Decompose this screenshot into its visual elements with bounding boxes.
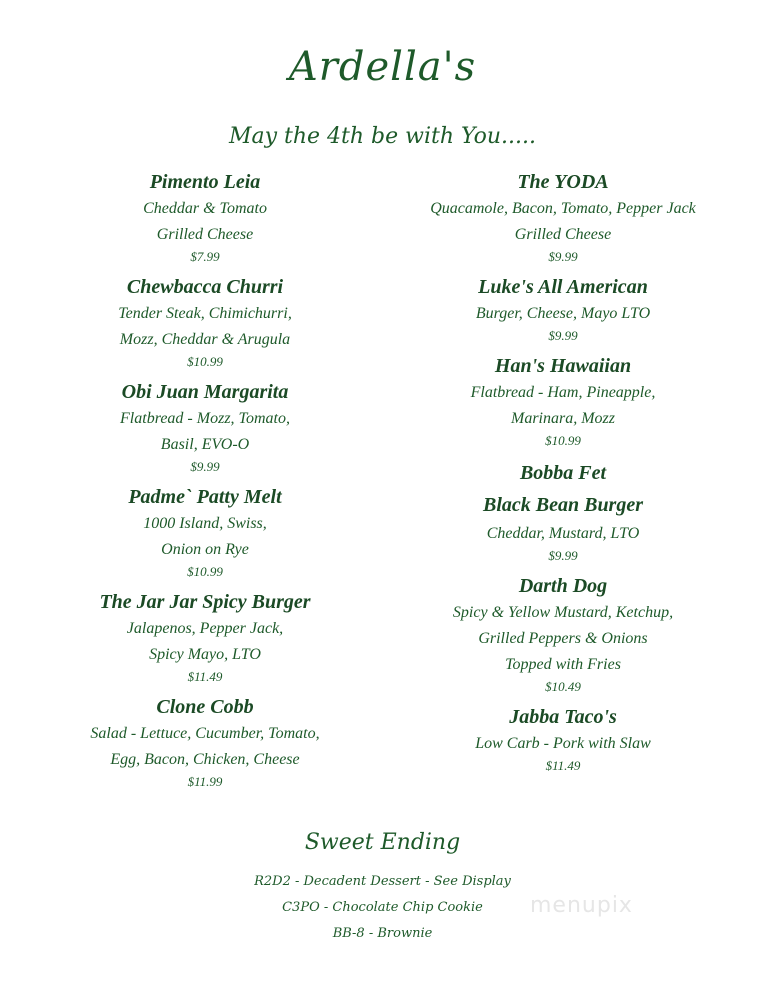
item-name: Chewbacca Churri [126, 276, 284, 298]
dessert-heading: Sweet Ending [304, 830, 461, 855]
item-name: Darth Dog [518, 575, 608, 597]
item-price: $11.49 [187, 669, 223, 684]
item-description: Cheddar, Mustard, LTO [486, 525, 640, 542]
menu-item [408, 273, 718, 345]
item-description: Marinara, Mozz [510, 410, 615, 427]
menu-item [50, 483, 360, 581]
menu-item [50, 273, 360, 371]
item-price: $9.99 [190, 459, 220, 474]
item-price: $9.99 [548, 548, 578, 563]
item-description: Low Carb - Pork with Slaw [475, 735, 651, 752]
menu-subtitle: May the 4th be with You..... [228, 124, 537, 149]
item-description: Jalapenos, Pepper Jack, [126, 620, 284, 637]
item-description: Spicy Mayo, LTO [149, 646, 261, 663]
dessert-line: R2D2 - Decadent Dessert - See Display [254, 874, 511, 889]
item-description: Grilled Cheese [156, 226, 254, 243]
menu-item [408, 703, 718, 775]
item-name: The Jar Jar Spicy Burger [99, 591, 311, 613]
item-name: Clone Cobb [156, 696, 254, 718]
restaurant-name: Ardella's [288, 44, 477, 90]
menu-item [50, 168, 360, 266]
right-menu-column [408, 168, 718, 782]
item-description: Basil, EVO-O [160, 436, 250, 453]
item-name: Padme` Patty Melt [128, 486, 282, 508]
item-price: $9.99 [548, 249, 578, 264]
item-description: Grilled Cheese [514, 226, 612, 243]
item-description: 1000 Island, Swiss, [143, 515, 267, 532]
item-name: The YODA [517, 171, 609, 193]
item-name: Jabba Taco's [509, 706, 617, 728]
item-price: $10.99 [187, 354, 223, 369]
item-description: Topped with Fries [505, 656, 621, 673]
watermark-logo: menupix [530, 893, 633, 918]
menu-item [408, 572, 718, 696]
item-name: Han's Hawaiian [494, 355, 632, 377]
item-description: Quacamole, Bacon, Tomato, Pepper Jack [430, 200, 696, 217]
item-description: Salad - Lettuce, Cucumber, Tomato, [90, 725, 320, 742]
item-description: Flatbread - Mozz, Tomato, [120, 410, 290, 427]
item-price: $9.99 [548, 328, 578, 343]
menu-item [408, 168, 718, 266]
item-price: $11.49 [545, 758, 581, 773]
item-price: $11.99 [187, 774, 223, 789]
dessert-line: C3PO - Chocolate Chip Cookie [282, 900, 483, 915]
item-description: Mozz, Cheddar & Arugula [119, 331, 291, 348]
item-name: Bobba Fet Black Bean Burger [482, 462, 644, 516]
menu-item [50, 378, 360, 476]
item-price: $10.49 [545, 679, 581, 694]
item-description: Spicy & Yellow Mustard, Ketchup, [452, 604, 674, 621]
menu-item [408, 457, 718, 565]
left-menu-column [50, 168, 360, 798]
dessert-line: BB-8 - Brownie [332, 926, 433, 941]
menu-item [50, 693, 360, 791]
item-description: Onion on Rye [161, 541, 249, 558]
item-name: Obi Juan Margarita [121, 381, 289, 403]
item-price: $7.99 [190, 249, 220, 264]
menu-item [50, 588, 360, 686]
item-description: Flatbread - Ham, Pineapple, [470, 384, 656, 401]
item-price: $10.99 [187, 564, 223, 579]
item-description: Burger, Cheese, Mayo LTO [475, 305, 651, 322]
item-description: Tender Steak, Chimichurri, [118, 305, 292, 322]
item-description: Egg, Bacon, Chicken, Cheese [110, 751, 300, 768]
item-description: Cheddar & Tomato [143, 200, 267, 217]
menu-item [408, 352, 718, 450]
item-price: $10.99 [545, 433, 581, 448]
item-name: Pimento Leia [149, 171, 261, 193]
item-description: Grilled Peppers & Onions [478, 630, 648, 647]
item-name: Luke's All American [478, 276, 648, 298]
